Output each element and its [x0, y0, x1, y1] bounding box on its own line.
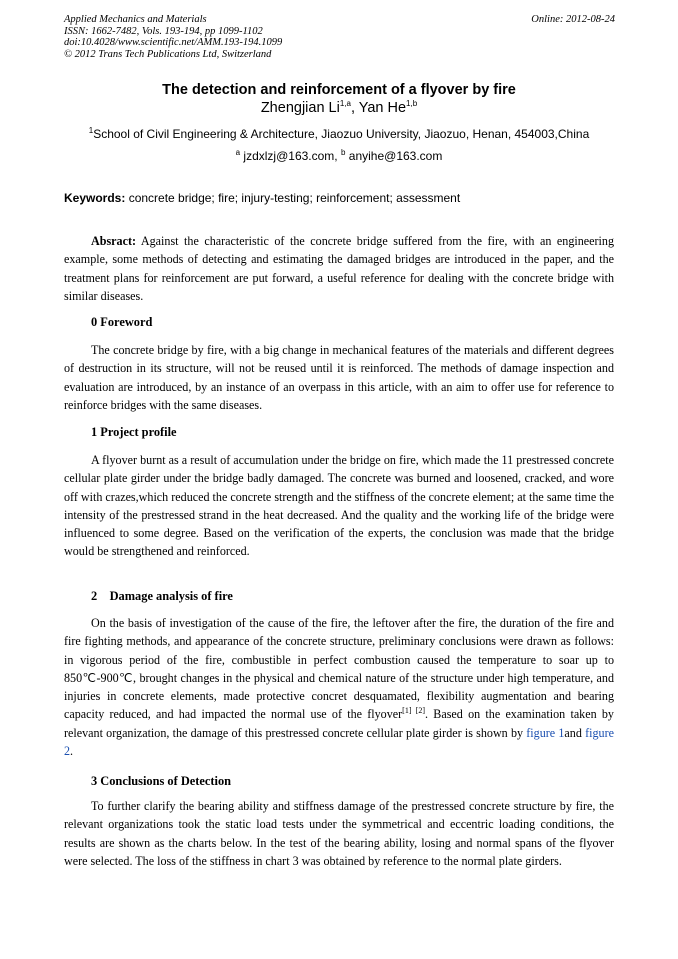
keywords-label: Keywords:	[64, 191, 126, 205]
section-2-text-d: .	[70, 744, 74, 759]
section-3-paragraph: To further clarify the bearing ability and stiffness damage of the prestressed concrete structure by fire, the relevant organizations took the static load tests under the symmetrical and eccentric loading conditions, the results are shown as the charts below. In the test of the bearing ability, losing and normal spans of the flyover were selected. The loss of the stiffness in chart 3 was obtained by reference to the normal plate girders.	[64, 799, 614, 868]
abstract-paragraph	[64, 232, 614, 305]
doi-line: doi:10.4028/www.scientific.net/AMM.193-194.1099	[64, 37, 283, 48]
abstract-text: Against the characteristic of the concrete bridge suffered from the fire, with an engineering example, some methods of detecting and estimating the damaged bridges are introduced in the paper, and the treatment plans for reinforcement are put forward, a useful reference for dealing with the concrete bridge with similar diseases.	[64, 234, 614, 303]
email-line	[0, 149, 678, 163]
email-a: jzdxlzj@163.com,	[240, 149, 341, 163]
citation-1-2[interactable]: [1] [2]	[402, 706, 426, 716]
author-line	[0, 100, 678, 116]
section-0-heading: 0 Foreword	[91, 315, 153, 329]
section-2-text-a: On the basis of investigation of the cause of the fire, the leftover after the fire, the duration of the fire and fire fighting methods, and appearance of the concrete structure, preliminary conclusions were drawn as follows: in vigorous period of the fire, combustible in perfect combustion caused the temperature to soar up to 850℃-900℃, brought changes in the physical and chemical nature of the structure under high temperature, and injuries in concrete elements, made protective concret desquamated, flexibility augmentation and bearing capacity reduced, and had impacted the normal use of the flyover	[64, 616, 614, 722]
section-0-paragraph: The concrete bridge by fire, with a big change in mechanical features of the materials and different degrees of destruction in its structure, will not be reused until it is reinforced. The methods of damage inspection and evaluation are introduced, by an instance of an overpass in this article, with an aim to offer use for reference to reinforce bridges with the same diseases.	[64, 343, 614, 412]
online-date: Online: 2012-08-24	[531, 14, 615, 25]
author-separator: ,	[350, 100, 359, 116]
section-2-text-b: . Based on the examination taken by relevant organization, the damage of this prestressed concrete cellular plate girder is shown by	[64, 707, 614, 740]
paper-title: The detection and reinforcement of a flyover by fire	[162, 82, 516, 98]
journal-name: Applied Mechanics and Materials	[64, 14, 207, 25]
keywords	[64, 191, 624, 205]
email-b-sup: b	[340, 148, 346, 157]
email-a-sup: a	[235, 148, 241, 157]
section-2-paragraph	[64, 614, 614, 760]
issn-line: ISSN: 1662-7482, Vols. 193-194, pp 1099-1102	[64, 25, 263, 37]
copyright-line: © 2012 Trans Tech Publications Ltd, Switzerland	[64, 48, 272, 60]
section-2-heading: 2 Damage analysis of fire	[91, 589, 233, 603]
journal-header	[64, 14, 282, 60]
author-1-sup: 1,a	[339, 99, 351, 109]
section-2-text-c: and	[564, 725, 586, 740]
section-1-heading: 1 Project profile	[91, 425, 177, 439]
section-3-heading: 3 Conclusions of Detection	[91, 774, 232, 788]
keywords-text: concrete bridge; fire; injury-testing; reinforcement; assessment	[125, 191, 461, 205]
email-b: anyihe@163.com	[345, 149, 443, 163]
author-1: Zhengjian Li	[260, 100, 340, 116]
abstract-label: Absract:	[91, 234, 137, 248]
affiliation-sup: 1	[88, 126, 94, 135]
figure-2-link[interactable]: figure 2	[64, 725, 614, 759]
affiliation-text: School of Civil Engineering & Architecture, Jiaozuo University, Jiaozuo, Henan, 454003,China	[93, 127, 590, 141]
figure-1-link[interactable]: figure 1	[526, 725, 565, 740]
author-2: Yan He	[358, 100, 407, 116]
section-1-paragraph: A flyover burnt as a result of accumulation under the bridge on fire, which made the 11 prestressed concrete cellular plate girder under the bridge badly damaged. The concrete was burned and loosened, cracked, and wore off with crazes,which reduced the concrete strength and the stiffness of the concrete element; at the same time the intensity of the prestressed strand in the heat decreased. And the quality and the working life of the bridge were influenced to some degree. Based on the verification of the experts, the conclusion was made that the bridge would be strengthened and reinforced.	[64, 453, 614, 559]
affiliation	[0, 127, 678, 141]
author-2-sup: 1,b	[406, 99, 418, 109]
